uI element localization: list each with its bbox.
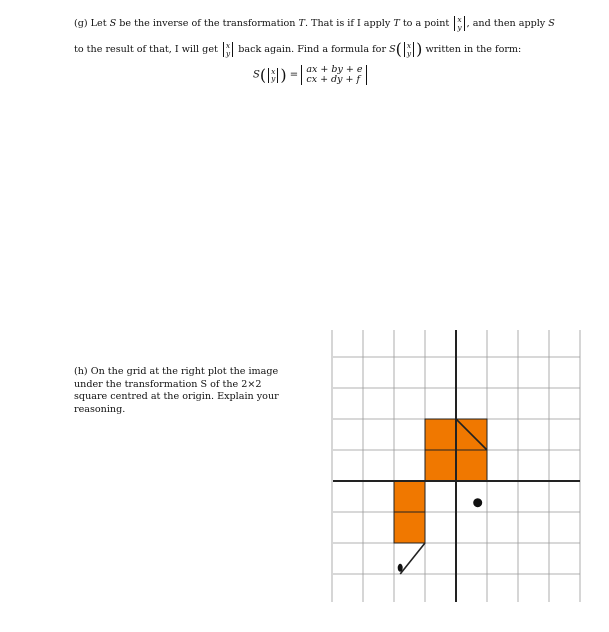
vector-x: x <box>225 41 231 50</box>
part-h-line: square centred at the origin. Explain your <box>74 391 279 402</box>
part-g-line-2: to the result of that, I will get x y back again. Find a formula for S( x y ) written in the form: <box>74 39 522 59</box>
vector-x: x <box>457 15 462 24</box>
lower-shape-cell <box>394 481 425 512</box>
formula: S( x y ) = ax + by + e cx + dy + f <box>253 65 367 85</box>
part-g-text: to a point <box>399 18 453 29</box>
vector-y: y <box>406 48 412 58</box>
equals-sign: = <box>289 69 299 81</box>
lower-shape-cell <box>394 512 425 543</box>
part-g-text: . That is if I apply <box>304 18 394 29</box>
vector-y: y <box>271 74 276 83</box>
formula-row-1: ax + by + e <box>306 64 363 75</box>
upper-shape-cell <box>425 419 456 450</box>
part-h-line: reasoning. <box>74 403 126 415</box>
upper-dot-marker <box>473 498 482 507</box>
part-g-text: written in the form: <box>422 44 522 55</box>
vector-y: y <box>225 48 231 58</box>
var-t: T <box>298 18 305 29</box>
part-g-text: back again. Find a formula for <box>235 44 390 55</box>
part-g-text: (g) Let <box>74 18 110 29</box>
var-s: S <box>109 18 117 29</box>
upper-shape-cell <box>425 450 456 481</box>
vector-x: x <box>406 41 412 50</box>
lower-dot-marker <box>398 564 403 572</box>
var-t: T <box>393 18 400 29</box>
var-s: S <box>548 18 555 29</box>
formula-function: S <box>253 69 260 81</box>
part-h-line: (h) On the grid at the right plot the image <box>74 366 279 377</box>
part-g-text: be the inverse of the transformation <box>116 18 299 29</box>
lower-diagonal-line <box>400 543 425 574</box>
vector-y: y <box>457 22 462 32</box>
part-h-line: under the transformation S of the 2×2 <box>74 378 262 390</box>
vector-x: x <box>271 66 276 76</box>
part-g-text: , and then apply <box>466 18 549 29</box>
part-g-text: to the result of that, I will get <box>74 44 221 55</box>
var-s: S <box>389 44 396 55</box>
upper-shape-cell <box>456 450 487 481</box>
formula-row-2: cx + dy + f <box>306 74 361 85</box>
